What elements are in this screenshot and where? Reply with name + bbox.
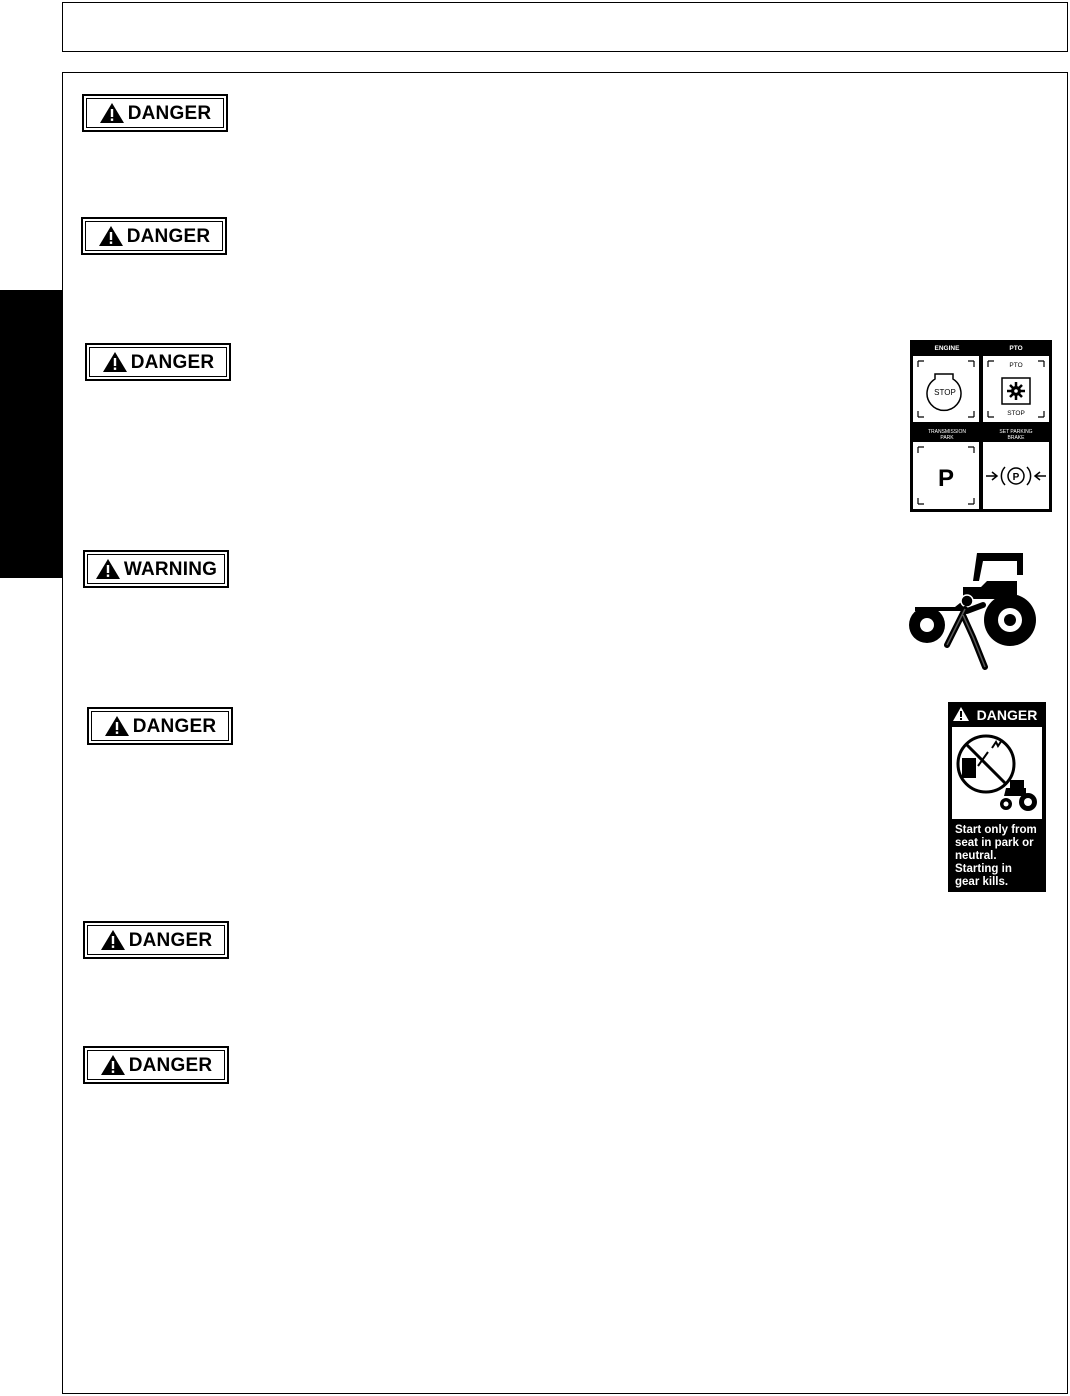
- signal-word: DANGER: [127, 102, 212, 124]
- decal-line-4: Starting in: [955, 863, 1012, 875]
- warning-triangle-icon: [100, 1054, 126, 1076]
- signal-word: DANGER: [130, 351, 215, 373]
- danger-sign-2: [81, 217, 227, 255]
- tractor-runover-pictogram: [905, 545, 1040, 673]
- signal-word: WARNING: [123, 558, 218, 580]
- transmission-label-2: PARK: [940, 435, 954, 441]
- danger-sign-6: [83, 921, 229, 959]
- signal-word: DANGER: [128, 929, 213, 951]
- warning-triangle-icon: [102, 351, 128, 373]
- danger-sign-7: [83, 1046, 229, 1084]
- warning-triangle-icon: [95, 558, 121, 580]
- park-letter: P: [937, 465, 955, 492]
- engine-stop-text: STOP: [934, 388, 956, 397]
- section-side-tab: [0, 290, 62, 578]
- danger-sign-1: [82, 94, 228, 132]
- brake-letter: P: [1012, 472, 1020, 483]
- brake-label-1: SET PARKING: [999, 429, 1033, 435]
- warning-sign: [83, 550, 229, 588]
- signal-word: DANGER: [128, 1054, 213, 1076]
- decal-line-5: gear kills.: [955, 876, 1009, 888]
- pto-stop-text: STOP: [1007, 410, 1025, 417]
- engine-label: ENGINE: [934, 345, 960, 352]
- shutdown-controls-pictogram: [910, 340, 1052, 512]
- danger-sign-3: [85, 343, 231, 381]
- pto-label: PTO: [1009, 345, 1023, 352]
- warning-triangle-icon: [104, 715, 130, 737]
- decal-title: DANGER: [976, 707, 1038, 723]
- warning-triangle-icon: [98, 225, 124, 247]
- decal-line-2: seat in park or: [955, 837, 1034, 849]
- decal-line-3: neutral.: [955, 850, 997, 862]
- pto-inner-text: PTO: [1009, 362, 1023, 369]
- warning-triangle-icon: [99, 102, 125, 124]
- start-in-gear-decal: [948, 702, 1046, 892]
- signal-word: DANGER: [132, 715, 217, 737]
- danger-sign-5: [87, 707, 233, 745]
- page-header-box: [62, 2, 1068, 52]
- signal-word: DANGER: [126, 225, 211, 247]
- warning-triangle-icon: [100, 929, 126, 951]
- brake-label-2: BRAKE: [1007, 435, 1025, 441]
- decal-line-1: Start only from: [955, 824, 1037, 836]
- transmission-label-1: TRANSMISSION: [927, 429, 967, 435]
